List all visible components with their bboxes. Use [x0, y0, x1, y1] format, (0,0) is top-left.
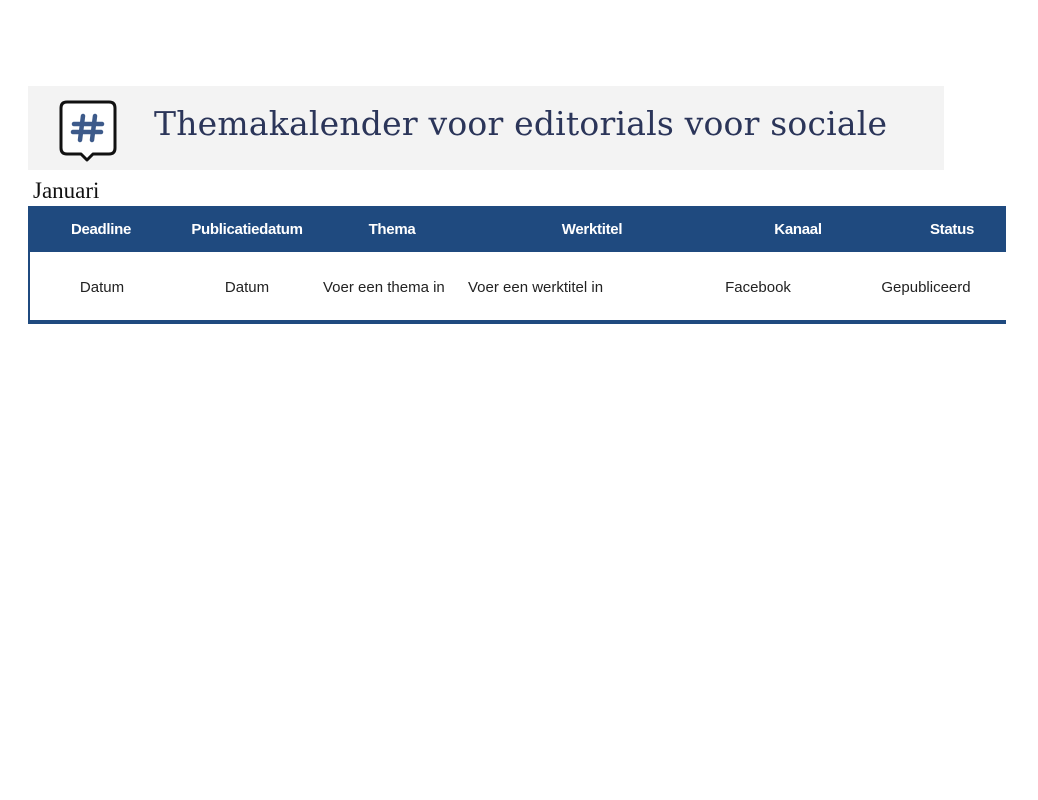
cell-kanaal[interactable]: Facebook: [725, 279, 791, 296]
calendar-table: [28, 206, 1006, 324]
table-bottom-border: [28, 320, 1006, 324]
column-header-status: Status: [929, 221, 975, 238]
hashtag-chat-icon: [59, 100, 117, 162]
cell-werktitel[interactable]: Voer een werktitel in: [468, 279, 604, 296]
month-label: Januari: [33, 178, 100, 203]
table-row: [28, 252, 1006, 320]
cell-status[interactable]: Gepubliceerd: [881, 279, 971, 296]
column-header-thema: Thema: [368, 221, 416, 238]
title-banner: [28, 86, 944, 170]
column-header-deadline: Deadline: [70, 221, 132, 238]
table-header: [28, 206, 1006, 252]
page-title: Themakalender voor editorials voor sociale: [154, 104, 888, 143]
column-header-kanaal: Kanaal: [774, 221, 822, 238]
cell-publicatiedatum[interactable]: Datum: [224, 279, 270, 296]
cell-deadline[interactable]: Datum: [79, 279, 125, 296]
cell-thema[interactable]: Voer een thema in: [323, 279, 445, 296]
column-header-werktitel: Werktitel: [561, 221, 623, 238]
column-header-publicatiedatum: Publicatiedatum: [191, 221, 303, 238]
